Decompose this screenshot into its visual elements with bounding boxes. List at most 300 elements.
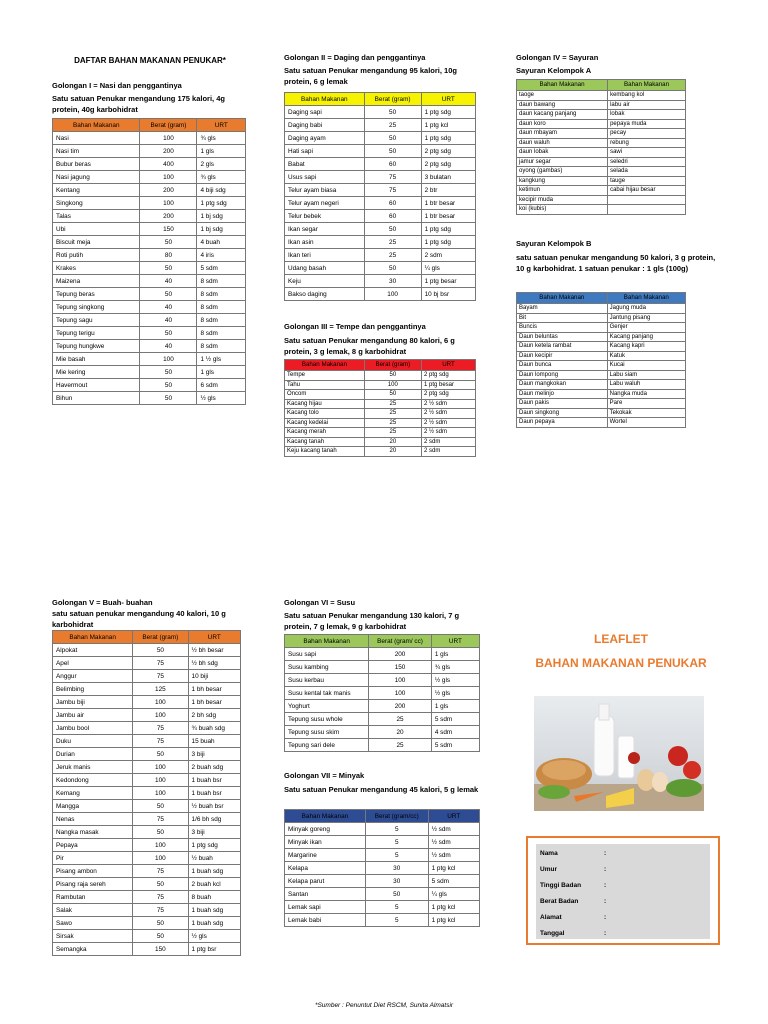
table-cell: 1 bh besar [188, 683, 240, 696]
table-cell: 8 sdm [197, 275, 246, 288]
table-cell: 50 [133, 878, 188, 891]
table-cell: Minyak goreng [285, 823, 366, 836]
table-cell: Telur ayam biasa [285, 184, 365, 197]
table-cell: oyong (gambas) [517, 167, 608, 177]
table-cell: ½ sdm [428, 836, 479, 849]
table-cell: Bit [517, 313, 608, 323]
table-cell: Duku [53, 735, 133, 748]
table-cell: 2 sdm [421, 249, 475, 262]
table-cell: 60 [364, 158, 421, 171]
table-cell: 100 [140, 132, 197, 145]
table-row [53, 353, 246, 366]
table-cell: 40 [140, 275, 197, 288]
table-cell: Susu sapi [285, 648, 369, 661]
column-header: Berat (gram/cc) [365, 810, 428, 823]
table-cell: Margarine [285, 849, 366, 862]
table-cell: Hati sapi [285, 145, 365, 158]
table-cell: Oncom [285, 390, 365, 400]
table-cell: ¾ gls [431, 661, 479, 674]
table-row [53, 314, 246, 327]
table-cell: Daging babi [285, 119, 365, 132]
table-cell [608, 205, 686, 215]
table-cell: 4 biji sdg [197, 184, 246, 197]
table-cell: Pir [53, 852, 133, 865]
table-cell: daun koro [517, 119, 608, 129]
table-cell: ½ gls [188, 930, 240, 943]
table-row [53, 262, 246, 275]
table-row [517, 205, 686, 215]
table-cell: Ubi [53, 223, 140, 236]
table-cell: Tepung beras [53, 288, 140, 301]
table-row [517, 110, 686, 120]
table-cell: 75 [133, 657, 188, 670]
table-row [517, 176, 686, 186]
table-cell: Nenas [53, 813, 133, 826]
table-cell: pepaya muda [608, 119, 686, 129]
table-cell: 400 [140, 158, 197, 171]
table-cell: ¾ gls [197, 132, 246, 145]
table-cell: 25 [364, 119, 421, 132]
table-cell: 25 [364, 409, 421, 419]
table-cell: 30 [364, 275, 421, 288]
table-cell: Keju [285, 275, 365, 288]
table-cell: Apel [53, 657, 133, 670]
table-cell: 40 [140, 314, 197, 327]
table-row [53, 197, 246, 210]
table-cell: 1 bj sdg [197, 210, 246, 223]
table-cell: Sawo [53, 917, 133, 930]
table-cell: tauge [608, 176, 686, 186]
table-cell: 1 btr besar [421, 197, 475, 210]
table-cell: ½ gls [431, 687, 479, 700]
table-header-row [285, 360, 476, 371]
table-cell: 60 [364, 210, 421, 223]
table-cell: 1 ptg sdg [421, 236, 475, 249]
table-cell: 1 gls [431, 700, 479, 713]
table-cell: Babat [285, 158, 365, 171]
table-cell: Tepung hungkwe [53, 340, 140, 353]
table-cell: 1 ptg besar [421, 275, 475, 288]
column-header: URT [188, 631, 240, 644]
table-cell: Semangka [53, 943, 133, 956]
table-cell: ¾ gls [197, 171, 246, 184]
table-row [517, 389, 686, 399]
table-cell: 100 [140, 171, 197, 184]
table-cell: ¼ gls [428, 888, 479, 901]
table-row [53, 735, 241, 748]
table-row [285, 437, 476, 447]
table-cell: Sirsak [53, 930, 133, 943]
table-cell: 1 gls [431, 648, 479, 661]
column-header: Bahan Makanan [608, 80, 686, 91]
column-header: Bahan Makanan [285, 810, 366, 823]
table-row [517, 157, 686, 167]
table-cell: 1 ptg bsr [188, 943, 240, 956]
table-row [285, 700, 480, 713]
table-row [517, 138, 686, 148]
table-cell: 5 sdm [431, 739, 479, 752]
table-cell: Anggur [53, 670, 133, 683]
table-row [285, 184, 476, 197]
table-cell: Talas [53, 210, 140, 223]
table-cell: Keju kacang tanah [285, 447, 365, 457]
table-cell: cabai hijau besar [608, 186, 686, 196]
form-label: Tanggal [540, 930, 565, 937]
table-cell: 8 sdm [197, 288, 246, 301]
table-cell: Roti putih [53, 249, 140, 262]
table-cell: Kucai [607, 361, 685, 371]
table-row [53, 878, 241, 891]
table-cell: Jantung pisang [607, 313, 685, 323]
table-cell: daun bawang [517, 100, 608, 110]
table-row [285, 875, 480, 888]
table-row [53, 748, 241, 761]
g4-title: Golongan IV = Sayuran [516, 53, 599, 62]
table-cell: 75 [133, 670, 188, 683]
table-cell: Kacang tolo [285, 409, 365, 419]
table-cell: Ikan teri [285, 249, 365, 262]
column-header: Bahan Makanan [607, 293, 685, 304]
table-cell: 2 ½ sdm [421, 399, 475, 409]
table-cell: Kacang kedelai [285, 418, 365, 428]
table-cell: Jambu biji [53, 696, 133, 709]
table-cell: 10 bj bsr [421, 288, 475, 301]
table-cell: 50 [140, 236, 197, 249]
table-cell: Tempe [285, 371, 365, 381]
table-header-row [285, 93, 476, 106]
table-row [285, 888, 480, 901]
table-cell: 1 ptg kcl [421, 119, 475, 132]
table-cell: 100 [133, 774, 188, 787]
table-cell: Telur ayam negeri [285, 197, 365, 210]
source-footnote: *Sumber : Penuntut Diet RSCM, Sunita Almatsir [314, 1002, 454, 1009]
table-cell: 75 [364, 184, 421, 197]
column-header: Bahan Makanan [285, 635, 369, 648]
table-cell: 2 bh sdg [188, 709, 240, 722]
table-cell: 25 [369, 739, 432, 752]
column-header: Berat (gram/ cc) [369, 635, 432, 648]
table-cell: 1 btr besar [421, 210, 475, 223]
table-row [285, 106, 476, 119]
table-cell: Lemak sapi [285, 901, 366, 914]
table-row [53, 145, 246, 158]
table-cell: 1 ptg sdg [197, 197, 246, 210]
table-cell: Daun kecipir [517, 351, 608, 361]
table-cell: 3 biji [188, 748, 240, 761]
table-row [285, 210, 476, 223]
table-row [53, 943, 241, 956]
table-row [517, 332, 686, 342]
table-row [285, 914, 480, 927]
table-cell: Ikan asin [285, 236, 365, 249]
table-row [53, 236, 246, 249]
table-cell: 5 [365, 901, 428, 914]
table-cell: Nangka masak [53, 826, 133, 839]
table-cell: 50 [133, 748, 188, 761]
table-cell: 200 [140, 145, 197, 158]
form-separator: : [604, 898, 607, 905]
table-row [285, 371, 476, 381]
table-cell: Bakso daging [285, 288, 365, 301]
table-cell: Tepung terigu [53, 327, 140, 340]
table-cell: 100 [133, 839, 188, 852]
table-cell: Daun lompong [517, 370, 608, 380]
table-row [517, 418, 686, 428]
table-cell: 5 [365, 914, 428, 927]
table-row [517, 304, 686, 314]
table-row [517, 323, 686, 333]
table-cell: 50 [364, 145, 421, 158]
table-cell: ¾ buah sdg [188, 722, 240, 735]
table-cell: 2 buah kcl [188, 878, 240, 891]
table-row [285, 713, 480, 726]
column-header: URT [197, 119, 246, 132]
table-cell: Bihun [53, 392, 140, 405]
table-cell: 80 [140, 249, 197, 262]
table-cell: Rambutan [53, 891, 133, 904]
column-header: Bahan Makanan [285, 360, 365, 371]
table-cell: Havermout [53, 379, 140, 392]
table-cell: Tekokak [607, 408, 685, 418]
table-cell: 25 [364, 236, 421, 249]
table-cell: ½ bh sdg [188, 657, 240, 670]
g3-title: Golongan III = Tempe dan penggantinya [284, 322, 426, 331]
table-cell: 4 buah [197, 236, 246, 249]
column-header: Bahan Makanan [517, 80, 608, 91]
column-header: URT [421, 360, 475, 371]
form-separator: : [604, 850, 607, 857]
table-row [285, 849, 480, 862]
table-cell: 1 ½ gls [197, 353, 246, 366]
table-cell: 2 ptg sdg [421, 390, 475, 400]
table-cell: 200 [140, 210, 197, 223]
table-cell: 8 buah [188, 891, 240, 904]
table-cell: 5 [365, 849, 428, 862]
table-row [53, 171, 246, 184]
table-row [285, 132, 476, 145]
table-cell: 1 ptg sdg [421, 106, 475, 119]
form-separator: : [604, 882, 607, 889]
table-row [285, 726, 480, 739]
table-row [53, 930, 241, 943]
table-row [285, 390, 476, 400]
table-cell: 5 sdm [197, 262, 246, 275]
table-header-row [53, 119, 246, 132]
table-cell: 150 [369, 661, 432, 674]
table-row [53, 379, 246, 392]
table-cell: 1 buah sdg [188, 917, 240, 930]
table-cell: 50 [364, 390, 421, 400]
table-cell: 1 gls [197, 366, 246, 379]
table-row [285, 249, 476, 262]
table-row [53, 249, 246, 262]
table-row [285, 399, 476, 409]
g6-title: Golongan VI = Susu [284, 598, 356, 607]
table-cell: 100 [364, 380, 421, 390]
table-cell: daun waluh [517, 138, 608, 148]
table-cell: kecipir muda [517, 195, 608, 205]
table-cell: jamur segar [517, 157, 608, 167]
table-cell: Wortel [607, 418, 685, 428]
table-row [285, 158, 476, 171]
table-row [517, 380, 686, 390]
leaflet-title: LEAFLET [594, 632, 648, 646]
table-cell: Usus sapi [285, 171, 365, 184]
table-row [53, 904, 241, 917]
table-row [285, 380, 476, 390]
table-cell: 50 [140, 327, 197, 340]
table-cell: Jambu bool [53, 722, 133, 735]
table-header-row [285, 635, 480, 648]
table-row [53, 800, 241, 813]
table-cell: Kelapa [285, 862, 366, 875]
table-row [285, 197, 476, 210]
table-header-row [53, 631, 241, 644]
table-row [53, 644, 241, 657]
table-cell: 5 sdm [431, 713, 479, 726]
table-row [53, 852, 241, 865]
table-cell: 15 buah [188, 735, 240, 748]
table-cell: 50 [364, 262, 421, 275]
table-row [53, 670, 241, 683]
table-row [285, 145, 476, 158]
table-row [285, 836, 480, 849]
table-cell: 50 [140, 366, 197, 379]
table-row [517, 167, 686, 177]
column-header: URT [428, 810, 479, 823]
column-header: Bahan Makanan [285, 93, 365, 106]
table-cell: Kacang kapri [607, 342, 685, 352]
table-cell: 200 [369, 648, 432, 661]
table-row [53, 787, 241, 800]
table-cell: Kentang [53, 184, 140, 197]
table-cell: 40 [140, 301, 197, 314]
table-cell: Kedondong [53, 774, 133, 787]
table-cell: Alpokat [53, 644, 133, 657]
table-cell: ¼ gls [421, 262, 475, 275]
table-cell: 1 bh besar [188, 696, 240, 709]
table-cell: 5 [365, 823, 428, 836]
table-cell: 2 btr [421, 184, 475, 197]
table-cell: Kacang tanah [285, 437, 365, 447]
table-cell: 50 [364, 132, 421, 145]
table-cell: Mangga [53, 800, 133, 813]
table-row [285, 674, 480, 687]
table-cell: Daun singkong [517, 408, 608, 418]
table-cell: daun kacang panjang [517, 110, 608, 120]
table-cell: ½ sdm [428, 823, 479, 836]
table-cell: 2 ptg sdg [421, 371, 475, 381]
column-header: Berat (gram) [364, 93, 421, 106]
table-cell: 8 sdm [197, 340, 246, 353]
table-row [53, 696, 241, 709]
table-cell: 4 iris [197, 249, 246, 262]
table-cell: 100 [133, 787, 188, 800]
g7-description: Satu satuan Penukar mengandung 45 kalori, 5 g lemak [284, 785, 479, 794]
table-row [285, 862, 480, 875]
table-cell: pecay [608, 129, 686, 139]
table-cell: rebung [608, 138, 686, 148]
table-cell: Pisang ambon [53, 865, 133, 878]
table-row [53, 917, 241, 930]
table-row [285, 119, 476, 132]
table-cell: Tepung sari dele [285, 739, 369, 752]
table-row [285, 648, 480, 661]
table-row [285, 901, 480, 914]
table-cell: Katuk [607, 351, 685, 361]
g1-table [52, 118, 246, 405]
table-row [517, 100, 686, 110]
table-row [517, 361, 686, 371]
table-row [285, 823, 480, 836]
form-label: Nama [540, 850, 558, 857]
table-row [517, 408, 686, 418]
table-row [517, 313, 686, 323]
food-photo [534, 696, 704, 811]
table-cell: 200 [140, 184, 197, 197]
table-cell: sawi [608, 148, 686, 158]
table-row [285, 171, 476, 184]
table-cell: 2 ptg sdg [421, 158, 475, 171]
table-cell: 1 buah sdg [188, 865, 240, 878]
table-cell: Krakes [53, 262, 140, 275]
table-cell: Daun pepaya [517, 418, 608, 428]
table-row [285, 661, 480, 674]
table-cell: 50 [365, 888, 428, 901]
table-cell: 50 [133, 930, 188, 943]
table-cell: 1 gls [197, 145, 246, 158]
table-cell: 1 ptg kcl [428, 914, 479, 927]
table-cell: 100 [133, 696, 188, 709]
table-row [517, 148, 686, 158]
table-cell: 3 bulatan [421, 171, 475, 184]
table-cell: Kelapa parut [285, 875, 366, 888]
table-cell: Kacang merah [285, 428, 365, 438]
table-cell: 2 gls [197, 158, 246, 171]
table-cell: Mie kering [53, 366, 140, 379]
table-cell: Daun mangkokan [517, 380, 608, 390]
table-cell: 100 [140, 197, 197, 210]
table-cell: Santan [285, 888, 366, 901]
table-cell: 1 ptg besar [421, 380, 475, 390]
table-row [285, 223, 476, 236]
g1-title: Golongan I = Nasi dan penggantinya [52, 81, 182, 90]
form-separator: : [604, 930, 607, 937]
table-cell: Udang basah [285, 262, 365, 275]
table-cell: Daun ketela rambat [517, 342, 608, 352]
table-cell: ½ sdm [428, 849, 479, 862]
table-cell: koi (kubis) [517, 205, 608, 215]
table-cell: Daging sapi [285, 106, 365, 119]
table-cell: 2 sdm [421, 447, 475, 457]
table-cell: 75 [133, 813, 188, 826]
table-cell: 1 buah bsr [188, 774, 240, 787]
table-cell: ½ gls [431, 674, 479, 687]
table-cell: 100 [133, 852, 188, 865]
table-cell: Labu siam [607, 370, 685, 380]
table-cell: Durian [53, 748, 133, 761]
table-cell: Minyak ikan [285, 836, 366, 849]
table-cell: Nangka muda [607, 389, 685, 399]
table-cell: Nasi tim [53, 145, 140, 158]
table-row [285, 262, 476, 275]
table-cell: selada [608, 167, 686, 177]
table-cell: ½ bh besar [188, 644, 240, 657]
table-cell: 2 ½ sdm [421, 428, 475, 438]
table-row [53, 275, 246, 288]
table-cell: Jeruk manis [53, 761, 133, 774]
g6-table [284, 634, 480, 752]
